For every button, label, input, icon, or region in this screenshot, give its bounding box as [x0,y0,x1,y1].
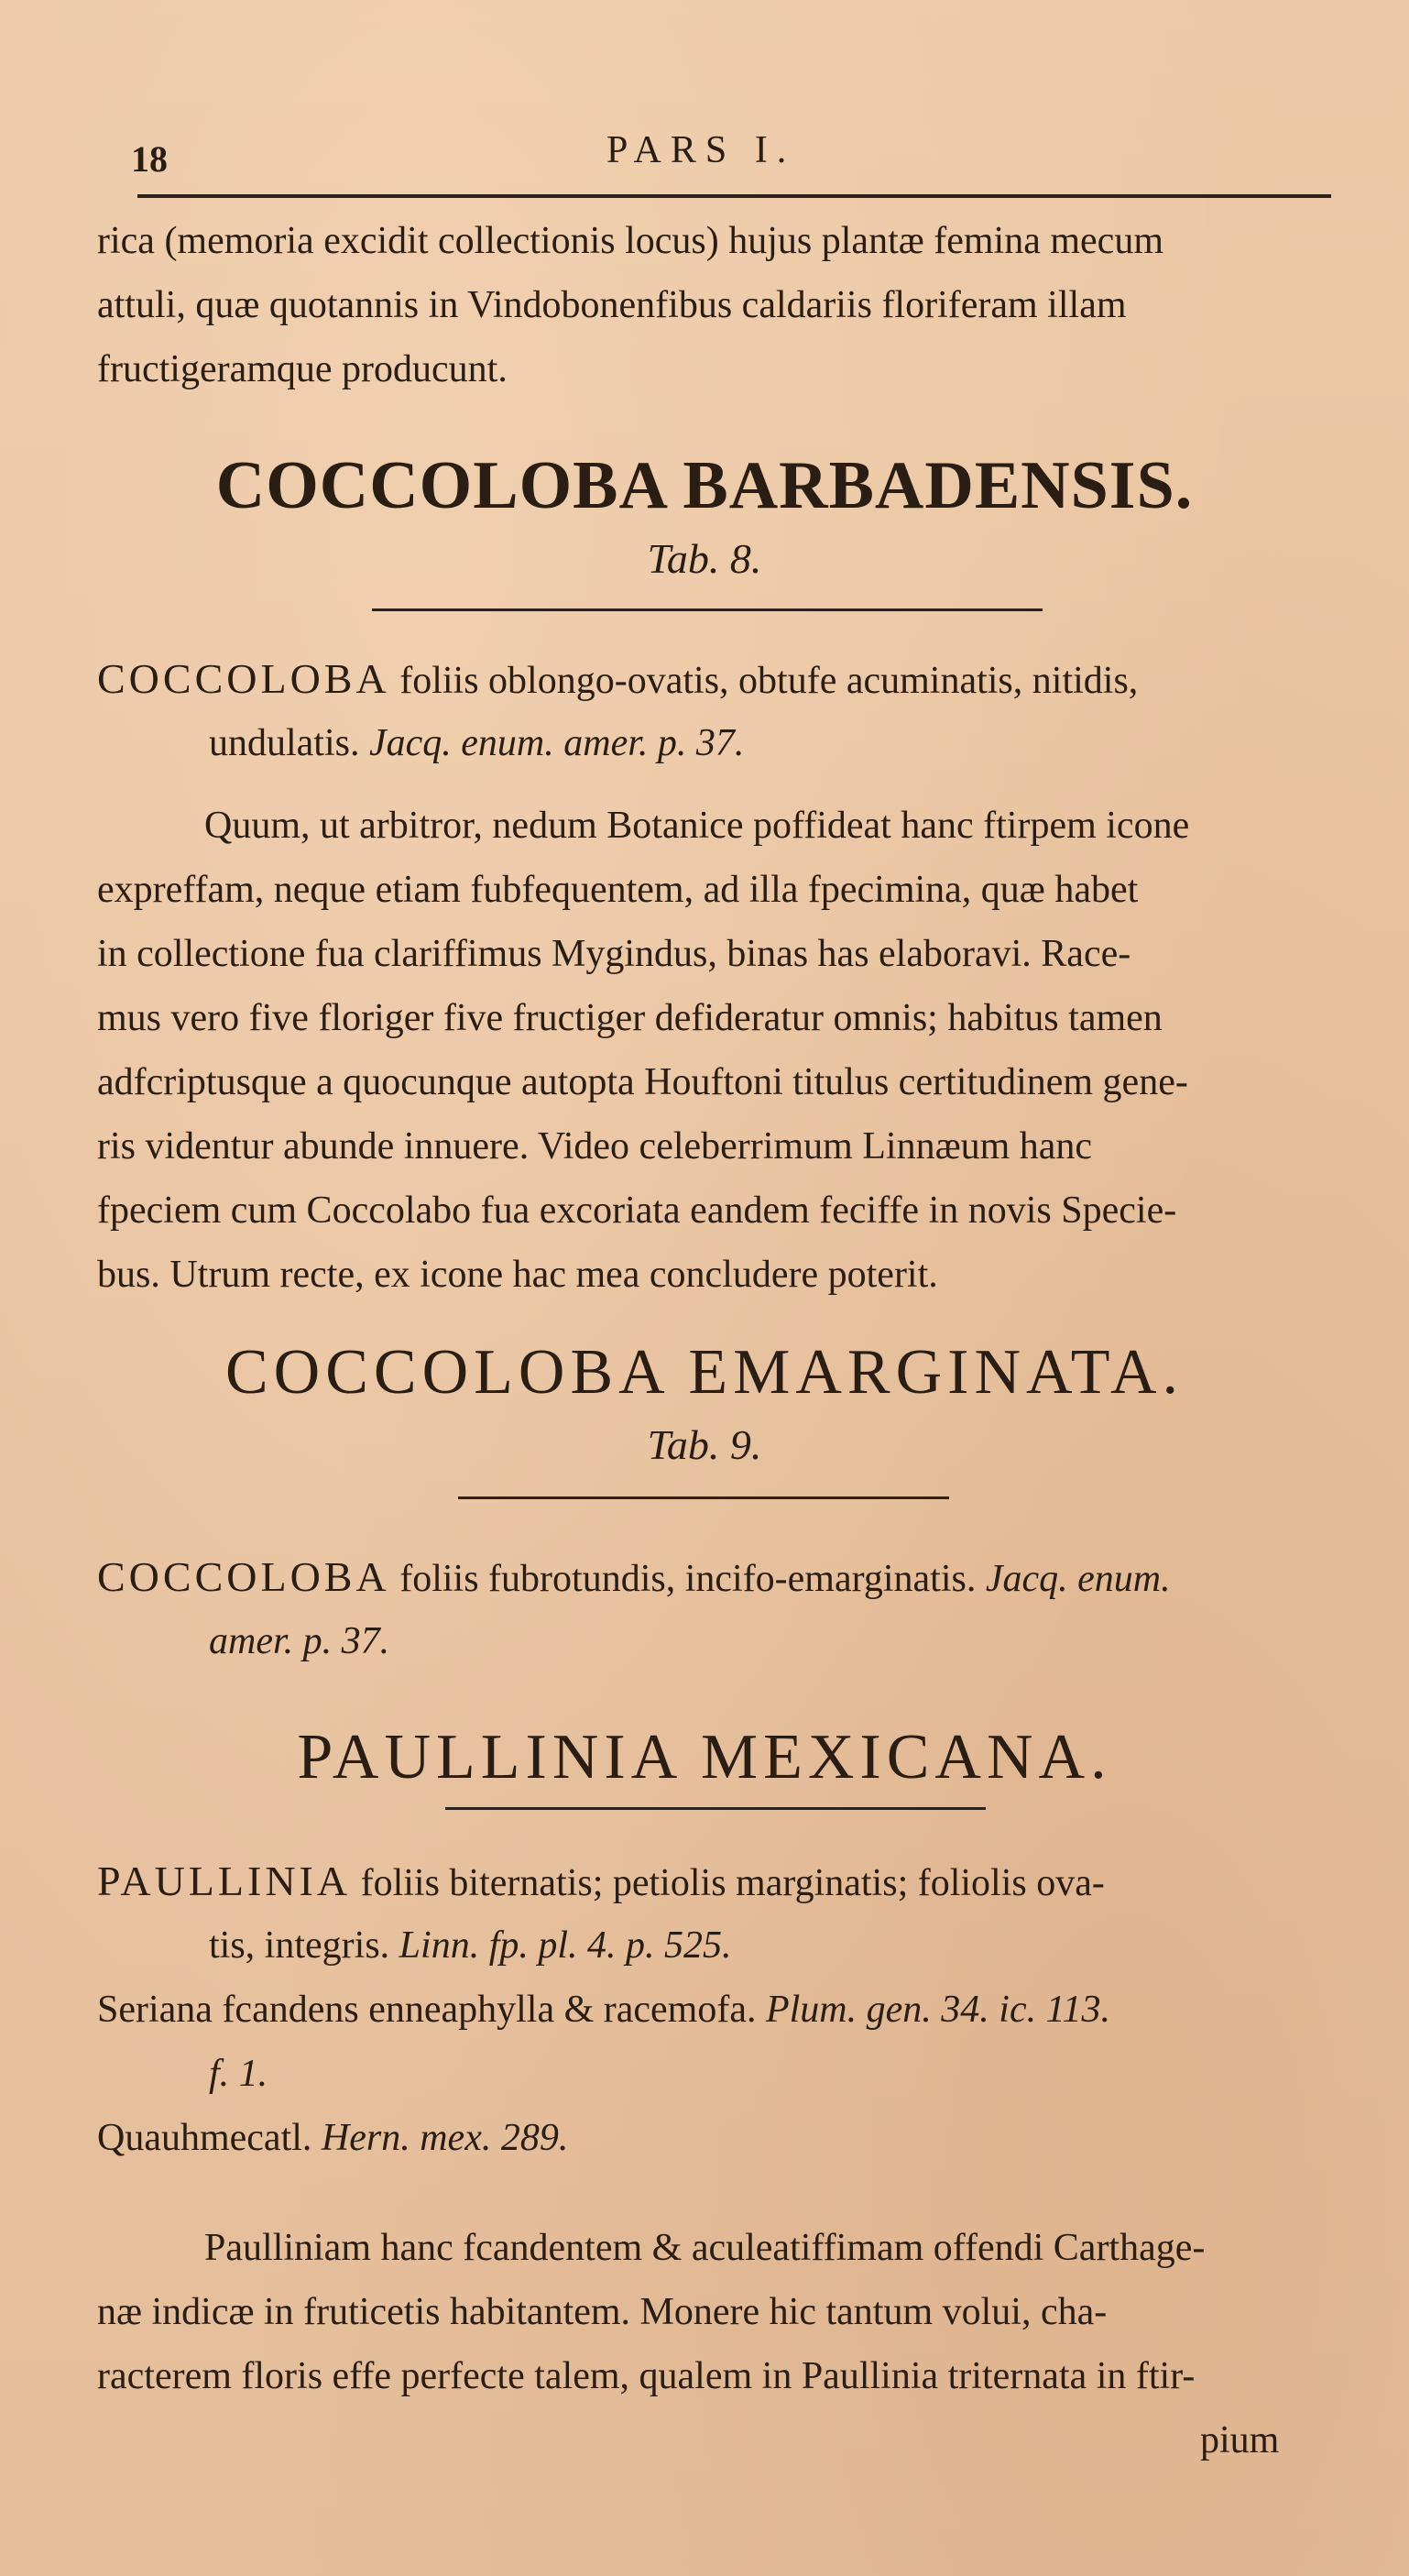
diagnosis-text: undulatis. [209,722,360,764]
page-number: 18 [131,138,168,180]
diagnosis-line [97,647,1138,713]
paragraph-line: bus. Utrum recte, ex icone hac mea concludere poterit. [97,1254,938,1296]
diagnosis-line [97,1545,1171,1611]
intro-line: rica (memoria excidit collectionis locus) hujus plantæ femina mecum [97,220,1163,262]
diagnosis-line [97,1849,1105,1915]
diagnosis-line [209,711,744,775]
citation: Hern. mex. 289. [321,2117,569,2159]
plate-reference: Tab. 8. [647,535,762,582]
citation: Plum. gen. 34. ic. 113. [765,1989,1110,2031]
section-rule [445,1807,986,1810]
synonym-text: Quauhmecatl. [97,2117,312,2159]
citation: amer. p. 37. [209,1620,390,1662]
citation: Jacq. enum. [985,1558,1171,1600]
paragraph-line: ris videntur abunde innuere. Video celeberrimum Linnæum hanc [97,1125,1093,1167]
catchword: pium [1200,2419,1280,2461]
diagnosis-text: foliis oblongo-ovatis, obtufe acuminatis, nitidis, [399,660,1139,702]
intro-line: attuli, quæ quotannis in Vindobonenfibus caldariis floriferam illam [97,284,1127,326]
synonym-text: Seriana fcandens enneaphylla & racemofa. [97,1989,757,2031]
diagnosis-text: foliis biternatis; petiolis marginatis; foliolis ova- [360,1862,1105,1904]
section-title: PAULLINIA MEXICANA. [297,1722,1112,1792]
paragraph-line: mus vero five floriger five fructiger defideratur omnis; habitus tamen [97,997,1163,1039]
section-rule [458,1496,949,1499]
diagnosis-text: tis, integris. [209,1924,390,1967]
citation: Jacq. enum. amer. p. 37. [369,722,745,764]
synonym-line [97,2106,568,2170]
citation: Linn. fp. pl. 4. p. 525. [399,1924,732,1967]
intro-line: fructigeramque producunt. [97,348,508,390]
paragraph-line: fpeciem cum Coccolabo fua excoriata eandem feciffe in novis Specie- [97,1189,1177,1232]
paragraph-line: Paulliniam hanc fcandentem & aculeatiffimam offendi Carthage- [204,2227,1206,2269]
genus-name: COCCOLOBA [97,655,390,702]
paragraph-line: expreffam, neque etiam fubfequentem, ad illa fpecimina, quæ habet [97,869,1139,911]
paragraph-line: Quum, ut arbitror, nedum Botanice poffideat hanc ftirpem icone [204,805,1190,847]
section-title: COCCOLOBA EMARGINATA. [224,1337,1184,1408]
section-title: COCCOLOBA BARBADENSIS. [215,448,1194,523]
plate-reference: Tab. 9. [647,1421,762,1468]
paragraph-line: racterem floris effe perfecte talem, qualem in Paullinia triternata in ftir- [97,2355,1196,2397]
diagnosis-line [209,1913,732,1978]
paragraph-line: næ indicæ in fruticetis habitantem. Monere hic tantum volui, cha- [97,2291,1108,2333]
section-rule [372,608,1043,611]
genus-name: COCCOLOBA [97,1553,390,1600]
diagnosis-text: foliis fubrotundis, incifo-emarginatis. [399,1558,977,1600]
running-title: PARS I. [606,129,796,171]
paragraph-line: adfcriptusque a quocunque autopta Houftoni titulus certitudinem gene- [97,1061,1188,1103]
paragraph-line: in collectione fua clariffimus Mygindus, binas has elaboravi. Race- [97,933,1131,975]
synonym-line [97,1978,1110,2042]
genus-name: PAULLINIA [97,1858,352,1904]
header-rule [137,194,1331,198]
citation: f. 1. [209,2053,268,2095]
